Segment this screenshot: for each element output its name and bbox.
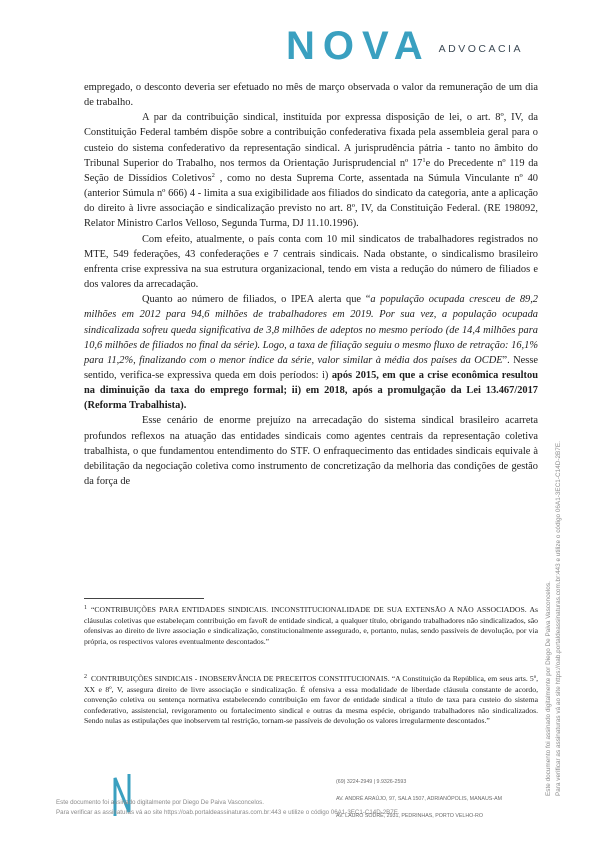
footnote-2: [84, 672, 538, 727]
paragraph-4-bold: após 2015, em que a crise econômica resultou na diminuição da taxa do emprego formal; ii) em 2018, após a promulgação da Lei 13.467/2017 (Reforma Trabalhista).: [84, 369, 538, 412]
paragraph-2-text-b: e do Precedente nº 119 da Seção de Dissídios Coletivos: [84, 157, 539, 184]
paragraph-4-text-a: Quanto ao número de filiados, o IPEA alerta que “: [142, 294, 371, 306]
paragraph-4: [84, 292, 538, 413]
paragraph-4-text-b: ”. Nesse sentido, verifica-se expressiva queda em dois períodos: i): [84, 354, 538, 381]
document-body: [84, 80, 538, 489]
signature-vertical-line-1: Este documento foi assinado digitalmente por Diego De Paiva Vasconcelos.: [545, 581, 552, 796]
paragraph-2-text-c: , como no desta Suprema Corte, assentada na Súmula Vinculante nº 40 (anterior Súmula nº 666) 4 - limita a sua exigibilidade aos filiados do sindicato da categoria, ante a aplicação do direito à livre associação e sindicalização previsto no art. 8º, IV, da Constituição Federal. (RE 198092, Relator Ministro Carlos Velloso, Segunda Turma, DJ 11.10.1996).: [84, 172, 538, 230]
ipea-quote: a população ocupada cresceu de 89,2 milhões em 2012 para 94,6 milhões de trabalhadores em 2019. Por sua vez, a população ocupada sindicalizada sofreu queda significativa de 3,8 milhões de adeptos no mesmo período (de 14,4 milhões para 10,6 milhões de filiados no final da série). Logo, a taxa de filiação seguiu o mesmo fluxo de retração: 16,1% para 11,2%, finalizando com o menor índice da série, valor similar à média dos países da OCDE: [84, 294, 539, 366]
footnote-text: “CONTRIBUIÇÕES PARA ENTIDADES SINDICAIS. INCONSTITUCIONALIDADE DE SUA EXTENSÃO A NÃO ASSOCIADOS. As cláusulas coletivas que estabeleçam contribuição em favoR de entidade sindical, a qualquer título, obrigando trabalhadores não sindicalizados, são ofensivas ao direito de livre associação e sindicalização, constitucionalmente assegurado, e, portanto, nulas, sendo passíveis de devolução, por via própria, os respectivos valores eventualmente descontados.”: [84, 605, 538, 646]
logo-mark: NOVA: [286, 24, 431, 68]
nova-advocacia-logo: [286, 26, 523, 66]
footnote-ref-1[interactable]: 1: [422, 156, 426, 164]
signature-line-1: Este documento foi assinado digitalmente por Diego De Paiva Vasconcelos.: [56, 799, 264, 806]
paragraph-3: Com efeito, atualmente, o país conta com 10 mil sindicatos de trabalhadores registrados no MTE, 549 federações, 43 confederações e 7 centrais sindicais. Nada obstante, o sindicalismo brasileiro enfrenta crise expressiva na sua estrutura organizacional, tendo em vista a redução do número de filiados e dos valores da arrecadação.: [84, 233, 538, 291]
signature-line-2: Para verificar as assinaturas vá ao site https://oab.portaldeassinaturas.com.br:443 e utilize o código 06A1-3EC1-C14D-2B7E.: [56, 809, 400, 816]
footnote-1: [84, 603, 538, 647]
paragraph-2-text-a: A par da contribuição sindical, instituída por expressa disposição de lei, o art. 8º, IV, da Constituição Federal também dispõe sobre a contribuição confederativa fixada pela assembleia geral para o custeio do sistema confederativo da representação sindical. A jurisprudência pátria - tanto no âmbito do Tribunal Superior do Trabalho, nos termos da Orientação Jurisprudencial nº 17: [84, 112, 538, 169]
footnote-text: CONTRIBUIÇÕES SINDICAIS - INOBSERVÂNCIA DE PRECEITOS CONSTITUCIONAIS. “A Constituição da República, em seus arts. 5º, XX e 8º, V, assegura direito de livre associação e sindicalização. É ofensiva a essa modalidade de liberdade cláusula constante de acordo, convenção coletiva ou sentença normativa estabelecendo contribuição em favor de entidade sindical a título de taxa para custeio do sistema confederativo, assistencial, revigoramento ou fortalecimento sindical e outras da mesma espécie, obrigando trabalhadores não sindicalizados. Sendo nulas as estipulações que inobservem tal restrição, tornam-se passíveis de devolução os valores irregularmente descontados.”: [84, 674, 538, 726]
signature-vertical: [544, 441, 564, 796]
signature-vertical-line-2: Para verificar as assinaturas vá ao site https://oab.portaldeassinaturas.com.br:443 e utilize o código 06A1-3EC1-C14D-2B7E.: [555, 441, 562, 796]
footnote-divider: [84, 598, 204, 599]
footer-phone: (69) 3224-2949 | 9.9326-2593: [336, 779, 407, 785]
paragraph-1: empregado, o desconto deveria ser efetuado no mês de março observada o valor da remuneração de um dia de trabalho.: [84, 82, 538, 109]
footnote-number: 1: [84, 605, 87, 611]
footer-address-manaus: AV. ANDRÉ ARAÚJO, 97, SALA 1507, ADRIANÓPOLIS, MANAUS-AM: [336, 796, 503, 802]
footnote-number: 2: [84, 674, 87, 680]
footnote-ref-2[interactable]: 2: [211, 171, 215, 179]
paragraph-5: Esse cenário de enorme prejuízo na arrecadação do sistema sindical brasileiro acarreta profundos reflexos na atuação das entidades sindicais como agentes centrais da representação coletiva trabalhista, o que fundamentou entendimento do STF. O enfraquecimento das entidades sindicais equivale à debilitação da negociação coletiva como instrumento de concretização da melhoria das condições de gestão da força de: [84, 415, 538, 488]
footer-contact: [336, 774, 502, 825]
paragraph-2: [84, 110, 538, 231]
footer-address-porto-velho: AV. LAURO SODRÉ, 2931, PEDRINHAS, PORTO VELHO-RO: [336, 813, 483, 819]
logo-subtitle: ADVOCACIA: [438, 43, 523, 55]
